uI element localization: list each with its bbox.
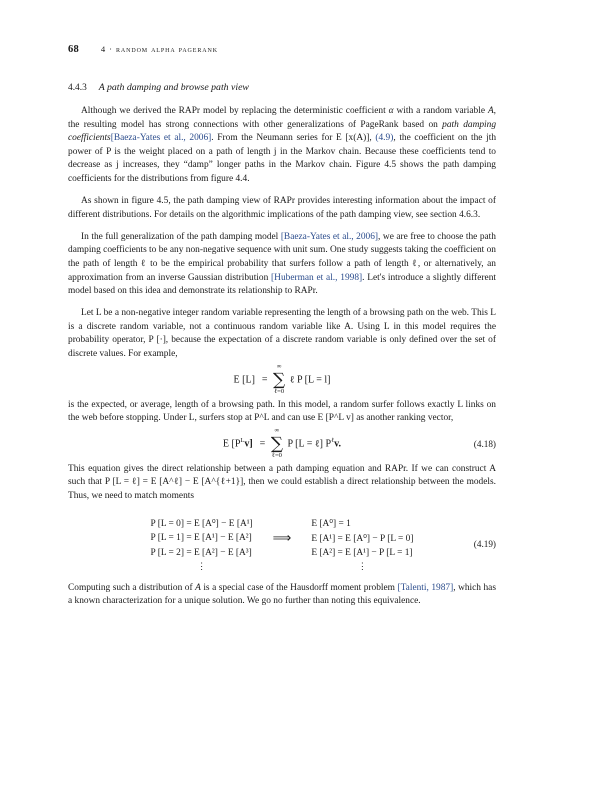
citation-baeza-yates-2006-b[interactable]: [Baeza-Yates et al., 2006] — [280, 231, 379, 242]
alpha-symbol: α — [388, 106, 394, 116]
equation-reference-4-9[interactable]: (4.9) — [375, 133, 394, 144]
paragraph-1-text-b: with a random variable — [393, 106, 488, 116]
table-row — [144, 516, 419, 531]
moment-row-1-left: P [L = 1] = E [A¹] − E [A²] — [150, 533, 252, 544]
paragraph-1-text-d: . From the Neumann series for E [x(A)], — [211, 133, 376, 144]
page-number: 68 — [68, 44, 79, 55]
paragraph-7-text-a: Computing such a distribution of — [68, 582, 196, 593]
equation-4-18-lhs-exponent: L — [240, 436, 245, 444]
page-header — [68, 44, 548, 55]
variable-a: A — [487, 106, 494, 116]
sigma-icon: ∑ — [273, 369, 286, 390]
moment-row-1-right: E [A¹] = E [A⁰] − P [L = 0] — [311, 533, 414, 544]
section-title: A path damping and browse path view — [98, 82, 249, 93]
section-number: 4.4.3 — [68, 83, 87, 93]
equation-expected-length-lhs: E [L] — [233, 373, 255, 385]
moment-row-2-right: E [A²] = E [A¹] − P [L = 1] — [311, 547, 413, 558]
running-head: 4 · random alpha pagerank — [100, 44, 218, 54]
summation-upper-limit-2: ∞ — [274, 426, 280, 434]
paragraph-4: Let L be a non-negative integer random variable representing the length of a browsing path on the web. This L is a discrete random variable, not a continuous random variable like A. Using L in this model requires the probability operator, P [·], because the expectation of a discrete random variable is only defined over the set of discrete values. For example, — [68, 308, 496, 359]
citation-baeza-yates-2006[interactable]: [Baeza-Yates et al., 2006] — [110, 133, 212, 144]
moment-row-0-left: P [L = 0] = E [A⁰] − E [A¹] — [150, 518, 253, 529]
section-heading — [68, 82, 496, 93]
equation-4-18-equals: = — [259, 438, 266, 450]
summation-lower-limit: ℓ=0 — [274, 388, 285, 395]
moment-left-vdots: ⋮ — [197, 560, 207, 571]
sigma-icon-2: ∑ — [270, 433, 283, 454]
paragraph-1-text-e: , the coefficient on the jth power of P is the weight placed on a path of length j in the Markov chain. Because these coefficients tend to decrease as j increases, they “damp” longer paths in the Markov chain. Figure 4.5 shows the path damping coefficients for the distributions from figure 4.4. — [68, 133, 497, 184]
moment-matching-table — [144, 516, 419, 572]
moment-row-2-left: P [L = 2] = E [A²] − E [A³] — [150, 547, 252, 558]
equation-4-18-number: (4.18) — [473, 438, 496, 449]
moment-right-vdots: ⋮ — [357, 560, 367, 571]
summation-upper-limit: ∞ — [276, 362, 282, 370]
moment-row-0-right: E [A⁰] = 1 — [311, 518, 351, 529]
summation-lower-limit-2: ℓ=0 — [271, 452, 282, 460]
equation-4-18 — [68, 426, 496, 460]
paragraph-6: This equation gives the direct relationship between a path damping equation and RAPr. If we can construct A such that P [L = ℓ] = E [A^ℓ] − E [A^{ℓ+1}], then we could establish a direct relationship between the models. Thus, we need to match moments — [68, 463, 496, 501]
citation-huberman-1998[interactable]: [Huberman et al., 1998] — [271, 272, 363, 283]
table-row — [144, 560, 419, 572]
paragraph-7 — [68, 582, 496, 609]
equation-4-18-body: P [L = ℓ] P — [287, 438, 332, 450]
paragraph-7-text-c: , which has a known characterization for a unique solution. We go no further than noting this equivalence. — [68, 582, 496, 607]
paragraph-3-text-b: , we are free to choose the path damping coefficients to be any non-negative sequence with unit sum. One study suggests taking the coefficient on the path of length ℓ to be the empirical probability that surfers follow a path of length ℓ, or alternatively, an approximation from an inverse Gaussian distribution — [68, 231, 496, 283]
summation-symbol-2 — [270, 426, 283, 460]
path-damping-coefficients-emphasis: path damping coefficients — [68, 119, 497, 144]
equation-4-18-body-exponent: ℓ — [331, 436, 335, 444]
implies-arrow-icon: ⟹ — [272, 529, 292, 545]
variable-a-2: A — [195, 582, 201, 593]
page-body — [68, 82, 496, 617]
paragraph-3 — [68, 231, 496, 299]
citation-talenti-1987[interactable]: [Talenti, 1987] — [397, 582, 454, 593]
summation-symbol — [273, 362, 286, 395]
equation-4-19 — [68, 516, 496, 572]
paragraph-1-text-c: , the resulting model has strong connections with other generalizations of PageRank based on — [68, 106, 497, 130]
equation-4-18-lhs-vector: v] — [244, 438, 253, 450]
paragraph-5: is the expected, or average, length of a browsing path. In this model, a random surfer follows exactly L links on the web before stopping. Under L, surfers stop at P^L and can use E [P^L v] as another ranking vector, — [68, 399, 496, 424]
paragraph-3-text-c: . Let's introduce a slightly different model based on this idea and demonstrate its relationship to RAPr. — [68, 272, 496, 297]
equation-expected-length-body: ℓ P [L = l] — [289, 373, 331, 385]
equation-4-18-body-tail: v. — [334, 438, 342, 450]
paragraph-2: As shown in figure 4.5, the path damping view of RAPr provides interesting information about the impact of different distributions. For details on the algorithmic implications of the path damping view, see section 4.6.3. — [68, 196, 496, 220]
paragraph-1-text-a: Although we derived the RAPr model by replacing the deterministic coefficient — [81, 106, 389, 116]
equation-expected-length-equals: = — [261, 373, 268, 385]
paragraph-3-text-a: In the full generalization of the path damping model — [81, 231, 281, 242]
equation-4-18-lhs: E [P — [222, 438, 241, 450]
paragraph-1 — [68, 105, 496, 187]
equation-expected-length — [68, 362, 496, 395]
equation-4-19-number: (4.19) — [473, 538, 496, 549]
paragraph-7-text-b: is a special case of the Hausdorff moment problem — [200, 582, 398, 593]
